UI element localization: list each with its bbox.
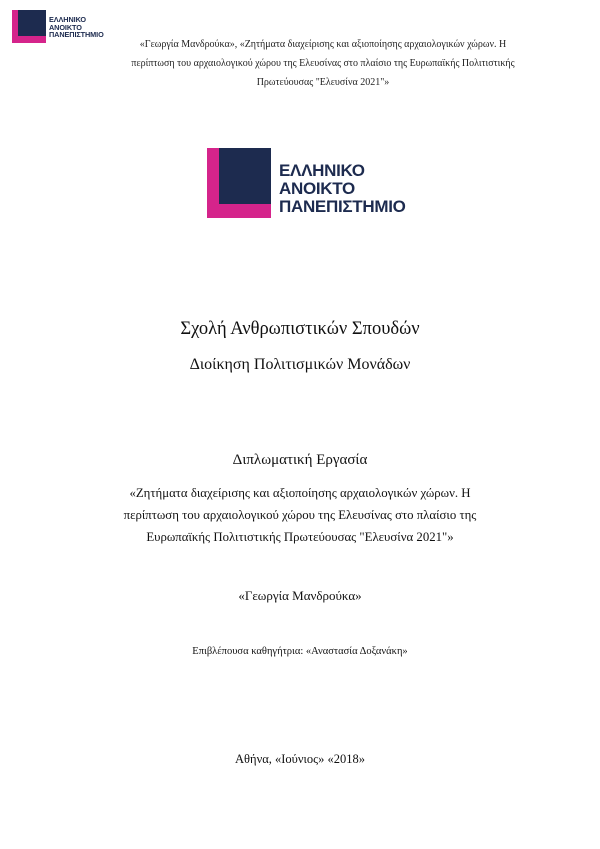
running-header-line: περίπτωση του αρχαιολογικού χώρου της Ελευσίνας στο πλαίσιο της Ευρωπαϊκής Πολιτιστικής xyxy=(131,58,515,69)
university-logo-line: ΕΛΛΗΝΙΚΟ xyxy=(279,161,365,180)
thesis-title-line: Ευρωπαϊκής Πολιτιστικής Πρωτεύουσας "Ελευσίνα 2021"» xyxy=(146,530,454,544)
date-location: Αθήνα, «Ιούνιος» «2018» xyxy=(235,752,365,766)
university-logo-line: ΑΝΟΙΚΤΟ xyxy=(279,178,355,198)
header-logo xyxy=(12,10,104,43)
author-name: «Γεωργία Μανδρούκα» xyxy=(238,588,362,603)
header-logo-line: ΑΝΟΙΚΤΟ xyxy=(49,22,82,32)
running-header-line: «Γεωργία Μανδρούκα», «Ζητήματα διαχείρισης και αξιοποίησης αρχαιολογικών χώρων. Η xyxy=(139,39,507,50)
header-logo-line: ΕΛΛΗΝΙΚΟ xyxy=(49,15,86,24)
thesis-type: Διπλωματική Εργασία xyxy=(232,452,368,468)
school-name: Σχολή Ανθρωπιστικών Σπουδών xyxy=(180,319,420,339)
header-logo-wordmark xyxy=(49,16,104,39)
thesis-title-line: «Ζητήματα διαχείρισης και αξιοποίησης αρχαιολογικών χώρων. Η xyxy=(129,486,471,500)
running-header xyxy=(108,35,538,92)
university-logo-mark-icon xyxy=(207,148,271,218)
university-logo-wordmark xyxy=(279,162,406,216)
running-header-line: Πρωτεύουσας "Ελευσίνα 2021"» xyxy=(256,77,390,88)
header-logo-mark-icon xyxy=(12,10,46,43)
university-logo-line: ΠΑΝΕΠΙΣΤΗΜΙΟ xyxy=(279,196,406,216)
thesis-title-line: περίπτωση του αρχαιολογικού χώρου της Ελευσίνας στο πλαίσιο της xyxy=(123,508,477,522)
thesis-title xyxy=(100,482,500,548)
program-name: Διοίκηση Πολιτισμικών Μονάδων xyxy=(189,356,411,373)
supervisor: Επιβλέπουσα καθηγήτρια: «Αναστασία Δοξανάκη» xyxy=(192,646,408,657)
header-logo-line: ΠΑΝΕΠΙΣΤΗΜΙΟ xyxy=(49,30,104,40)
university-logo xyxy=(207,148,406,218)
